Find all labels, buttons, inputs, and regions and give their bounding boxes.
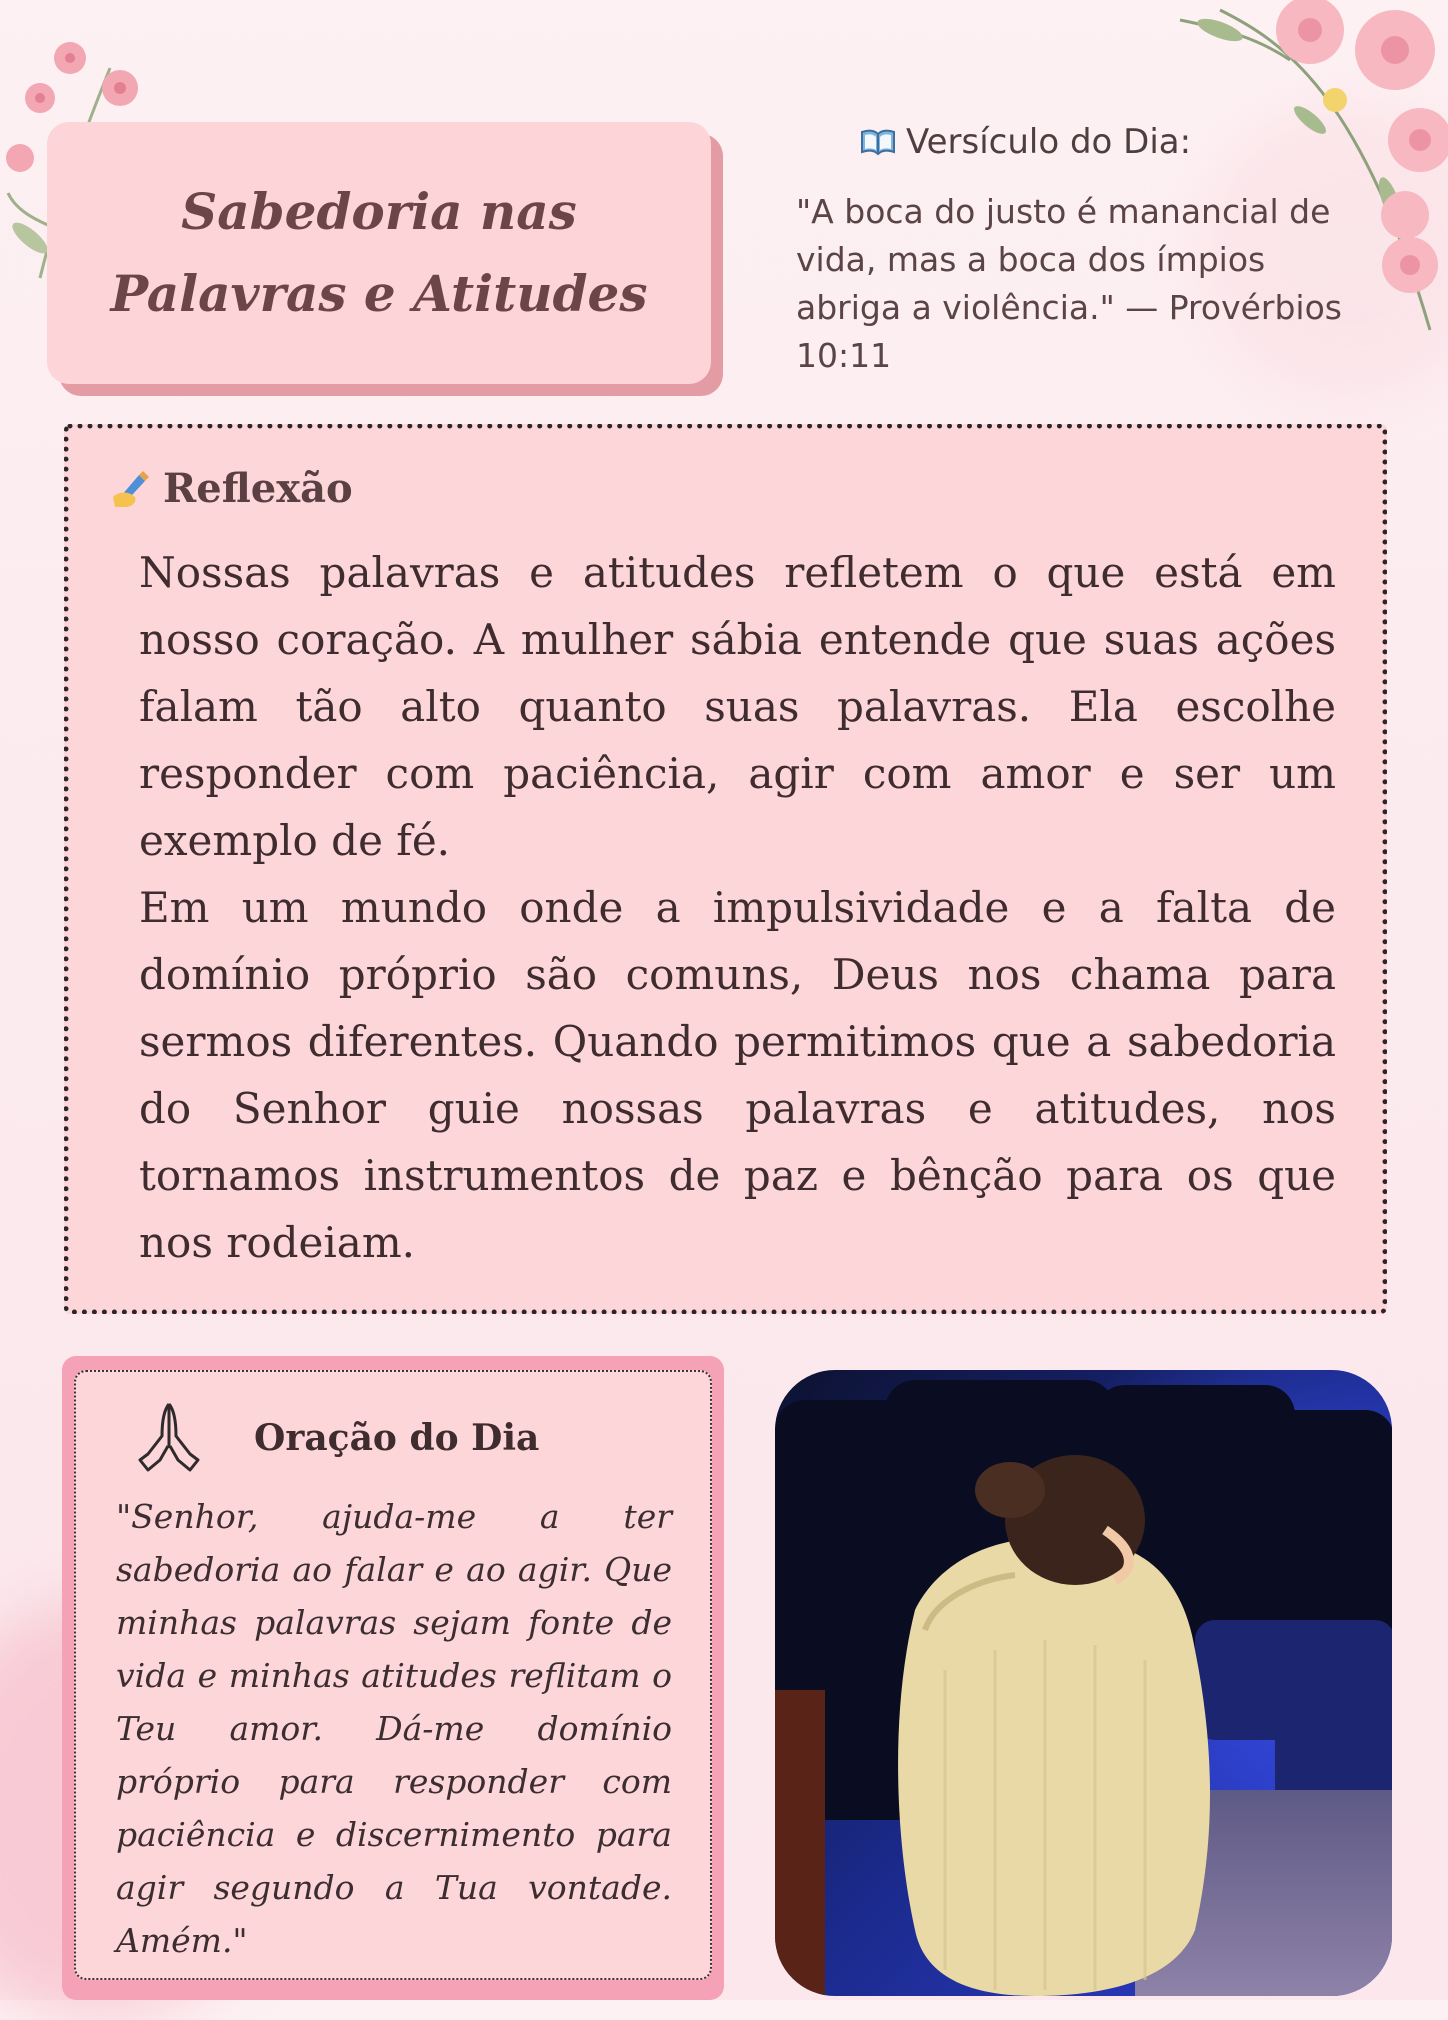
- title-line-1: Sabedoria nas: [181, 182, 577, 241]
- verse-text: "A boca do justo é manancial de vida, mas a boca dos ímpios abriga a violência." — Provérbios 10:11: [796, 192, 1342, 375]
- prayer-text: "Senhor, ajuda-me a ter sabedoria ao falar e ao agir. Que minhas palavras sejam fonte de vida e minhas atitudes reflitam o Teu amor. Dá-me domínio próprio para responder com paciência e discernimento para agir segundo a Tua vontade. Amém.": [116, 1497, 672, 1960]
- verse-heading: [860, 122, 1191, 162]
- prayer-box: [62, 1356, 724, 2000]
- verse-heading-text: Versículo do Dia:: [906, 122, 1192, 162]
- prayer-photo: [775, 1370, 1392, 1996]
- reflection-heading-text: Reflexão: [163, 465, 353, 512]
- title-card: [47, 122, 711, 384]
- reflection-box: [64, 424, 1387, 1314]
- writing-hand-icon: [109, 467, 153, 511]
- reflection-paragraph-2: Em um mundo onde a impulsividade e a falta de domínio próprio são comuns, Deus nos chama para sermos diferentes. Quando permitimos que a sabedoria do Senhor guie nossas palavras e atitudes, nos tornamos instrumentos de paz e bênção para os que nos rodeiam.: [139, 883, 1336, 1267]
- reflection-body: [139, 539, 1336, 1276]
- reflection-heading: [109, 465, 353, 512]
- woman-kneeling-in-prayer-photo: [775, 1370, 1392, 1996]
- prayer-inner-box: [74, 1370, 712, 1980]
- prayer-heading: [134, 1400, 539, 1476]
- open-book-icon: [860, 128, 896, 156]
- reflection-paragraph-1: Nossas palavras e atitudes refletem o que está em nosso coração. A mulher sábia entende que suas ações falam tão alto quanto suas palavras. Ela escolhe responder com paciência, agir com amor e ser um exemplo de fé.: [139, 548, 1336, 865]
- prayer-heading-text: Oração do Dia: [254, 1417, 540, 1459]
- praying-hands-icon: [134, 1400, 204, 1476]
- title-line-2: Palavras e Atitudes: [110, 264, 648, 323]
